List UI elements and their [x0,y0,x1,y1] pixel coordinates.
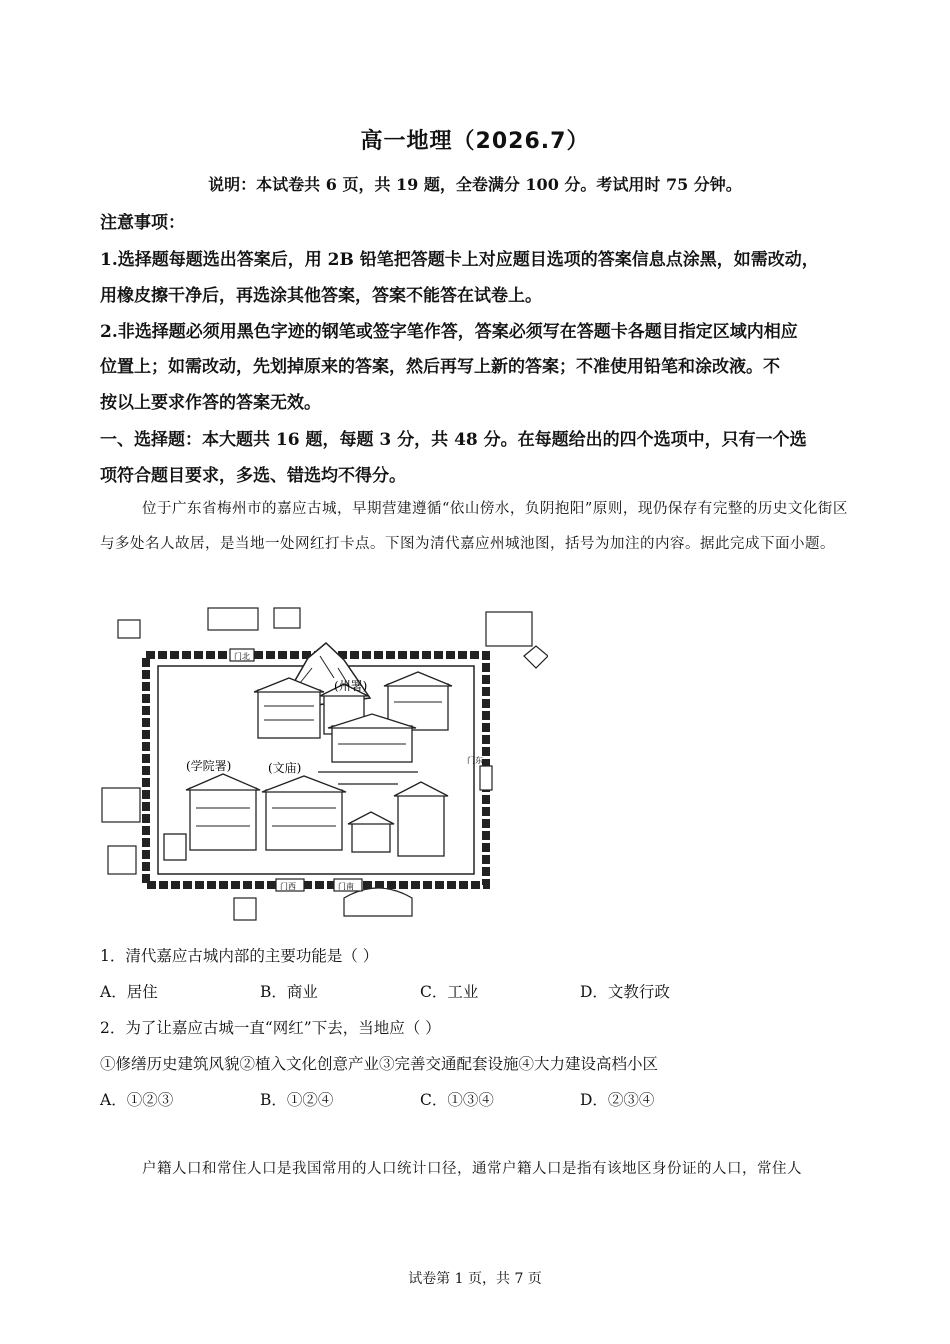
section1-heading-line1: 一、选择题：本大题共 16 题，每题 3 分，共 48 分。在每题给出的四个选项中，只有一个选 [100,430,807,450]
notice-item2-line1: 2.非选择题必须用黑色字迹的钢笔或签字笔作答，答案必须写在答题卡各题目指定区域内相应 [100,322,798,342]
notice-item1-line2: 用橡皮擦干净后，再选涂其他答案，答案不能答在试卷上。 [100,286,542,306]
page-title: 高一地理（2026.7） [360,129,590,154]
map-label-west-gate: 门西 [280,882,296,891]
notice-item2-line2: 位置上；如需改动，先划掉原来的答案，然后再写上新的答案；不准使用铅笔和涂改液。不 [100,357,780,377]
q2-option-a: A．①②③ [100,1091,174,1109]
q2-option-b: B．①②④ [260,1091,334,1109]
question-2-items: ①修缮历史建筑风貌②植入文化创意产业③完善交通配套设施④大力建设高档小区 [100,1055,659,1073]
passage2-text: 户籍人口和常住人口是我国常用的人口统计口径，通常户籍人口是指有该地区身份证的人口，常住人 [142,1161,802,1177]
exam-description: 说明：本试卷共 6 页，共 19 题，全卷满分 100 分。考试用时 75 分钟。 [208,175,742,194]
q2-option-d: D．②③④ [580,1091,655,1109]
q1-option-b: B．商业 [260,983,318,1001]
map-label-south-gate: 门南 [338,882,354,891]
passage1-text: 位于广东省梅州市的嘉应古城，早期营建遵循“依山傍水，负阴抱阳”原则，现仍保存有完整的历史文化街区与多处名人故居，是当地一处网红打卡点。下图为清代嘉应州城池图，括号为加注的内容。据此完成下面小题。 [100,501,848,552]
q2-option-c: C．①③④ [420,1091,494,1109]
jiaying-city-map [98,598,548,928]
map-label-wenmiao: (文庙) [268,761,302,775]
notice-item1-line1: 1.选择题每题选出答案后，用 2B 铅笔把答题卡上对应题目选项的答案信息点涂黑，如需改动， [100,250,819,270]
notice-heading: 注意事项： [100,213,185,233]
q1-option-d: D．文教行政 [580,983,670,1001]
map-label-xueyuanshu: (学院署) [186,759,232,773]
notice-item2-line3: 按以上要求作答的答案无效。 [100,393,321,413]
section1-heading-line2: 项符合题目要求，多选、错选均不得分。 [100,466,406,486]
map-label-north-gate: 门北 [234,652,250,661]
question-2-stem: 2．为了让嘉应古城一直“网红”下去，当地应（ ） [100,1019,441,1037]
q1-option-a: A．居住 [100,983,158,1001]
q1-option-c: C．工业 [420,983,479,1001]
page-footer: 试卷第 1 页，共 7 页 [408,1271,542,1287]
map-label-zhoushu: (州署) [334,679,368,693]
map-label-east-gate: 门东 [467,756,483,765]
question-1-stem: 1．清代嘉应古城内部的主要功能是（ ） [100,947,379,965]
